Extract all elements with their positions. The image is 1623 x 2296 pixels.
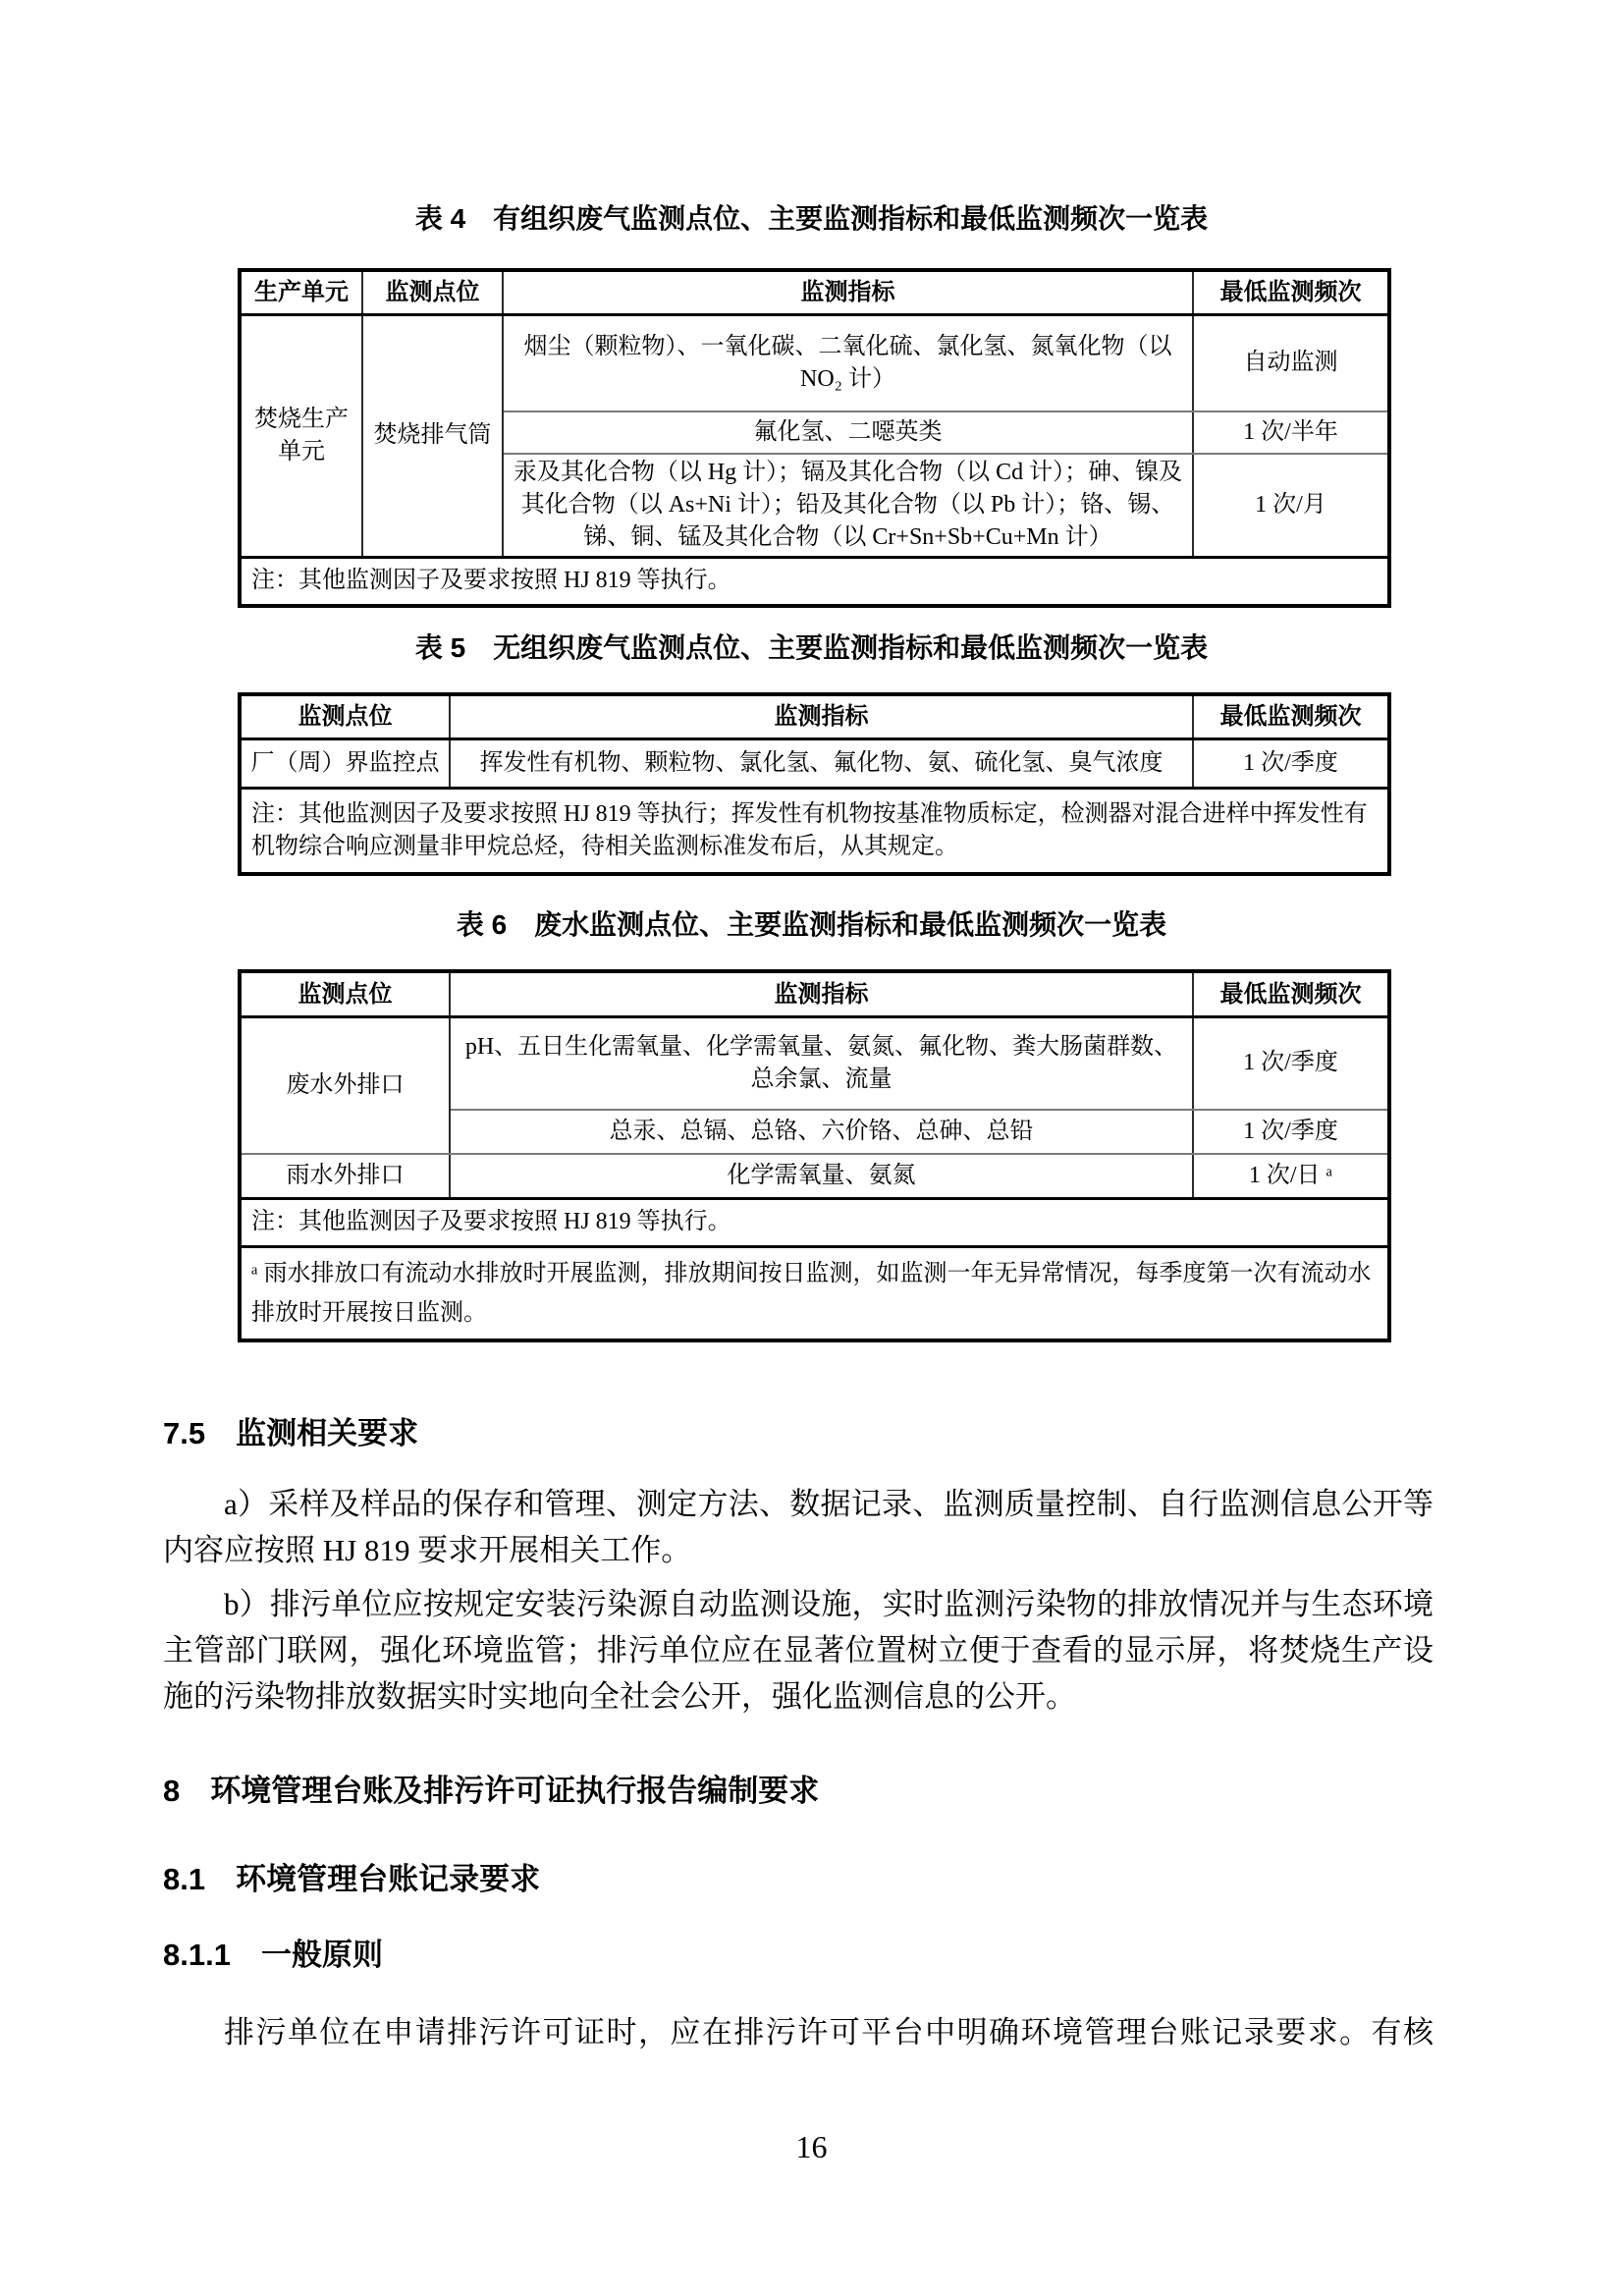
table5-header-frequency: 最低监测频次 [1193,694,1389,738]
table6-indicators-cell: pH、五日生化需氧量、化学需氧量、氨氮、氟化物、粪大肠菌群数、总余氯、流量 [450,1016,1193,1110]
table6-frequency-cell: 1 次/季度 [1193,1110,1389,1154]
table6-header-indicators: 监测指标 [450,971,1193,1016]
table-row [240,1016,1389,1110]
table6-frequency-cell: 1 次/日 ᵃ [1193,1154,1389,1198]
table5-header-row [240,694,1389,738]
table4-indicators-cell: 汞及其化合物（以 Hg 计）；镉及其化合物（以 Cd 计）；砷、镍及其化合物（以 As+Ni 计）；铅及其化合物（以 Pb 计）；铬、锡、锑、铜、锰及其化合物（以 Cr+Sn+Sb+Cu+Mn 计） [503,454,1193,558]
table4-header-frequency: 最低监测频次 [1193,270,1389,314]
table6 [238,969,1391,1342]
page-number: 16 [795,2129,828,2164]
table5-header-monitoring-point: 监测点位 [240,694,450,738]
section-8-1-1-heading: 8.1.1 一般原则 [163,1938,383,1972]
table4-header-monitoring-point: 监测点位 [362,270,503,314]
table4-note-row [240,558,1389,606]
table6-header-monitoring-point: 监测点位 [240,971,450,1016]
table4-note: 注：其他监测因子及要求按照 HJ 819 等执行。 [240,558,1389,606]
section-7-5-heading: 7.5 监测相关要求 [163,1416,419,1450]
table4-frequency-cell: 自动监测 [1193,314,1389,411]
table4-indicators-cell: 烟尘（颗粒物）、一氧化碳、二氧化硫、氯化氢、氮氧化物（以 NO₂ 计） [503,314,1193,411]
table6-footnote: ᵃ 雨水排放口有流动水排放时开展监测，排放期间按日监测，如监测一年无异常情况，每季度第一次有流动水排放时开展按日监测。 [240,1246,1389,1340]
table6-header-frequency: 最低监测频次 [1193,971,1389,1016]
section-8-1-heading: 8.1 环境管理台账记录要求 [163,1862,541,1896]
table5-frequency-cell: 1 次/季度 [1193,738,1389,788]
table4-indicators-cell: 氟化氢、二噁英类 [503,411,1193,454]
section-8-heading: 8 环境管理台账及排污许可证执行报告编制要求 [163,1774,820,1808]
table6-wastewater-outlet-cell: 废水外排口 [240,1016,450,1154]
table-row [240,738,1389,788]
paragraph-8-1-1: 排污单位在申请排污许可证时，应在排污许可平台中明确环境管理台账记录要求。有核 [224,2015,1434,2050]
table4 [238,268,1391,608]
table5-indicators-cell: 挥发性有机物、颗粒物、氯化氢、氟化物、氨、硫化氢、臭气浓度 [450,738,1193,788]
table6-indicators-cell: 总汞、总镉、总铬、六价铬、总砷、总铅 [450,1110,1193,1154]
table6-rainwater-outlet-cell: 雨水外排口 [240,1154,450,1198]
table6-indicators-cell: 化学需氧量、氨氮 [450,1154,1193,1198]
table5-monitoring-point-cell: 厂（周）界监控点 [240,738,450,788]
table5-note: 注：其他监测因子及要求按照 HJ 819 等执行；挥发性有机物按基准物质标定，检测器对混合进样中挥发性有机物综合响应测量非甲烷总烃，待相关监测标准发布后，从其规定。 [240,788,1389,874]
table-row [240,1154,1389,1198]
table4-title: 表 4 有组织废气监测点位、主要监测指标和最低监测频次一览表 [414,203,1209,234]
table6-header-row [240,971,1389,1016]
paragraph-a: a）采样及样品的保存和管理、测定方法、数据记录、监测质量控制、自行监测信息公开等内容应按照 HJ 819 要求开展相关工作。 [163,1487,1434,1567]
table4-header-row [240,270,1389,314]
table5 [238,692,1391,876]
table6-title: 表 6 废水监测点位、主要监测指标和最低监测频次一览表 [456,909,1167,940]
table6-frequency-cell: 1 次/季度 [1193,1016,1389,1110]
section-7-5-body [163,1481,1434,1720]
table-row [240,314,1389,411]
table4-header-production-unit: 生产单元 [240,270,362,314]
table4-production-unit-cell: 焚烧生产单元 [240,314,362,558]
table6-note: 注：其他监测因子及要求按照 HJ 819 等执行。 [240,1198,1389,1246]
table4-frequency-cell: 1 次/半年 [1193,411,1389,454]
table6-footnote-row [240,1246,1389,1340]
table4-frequency-cell: 1 次/月 [1193,454,1389,558]
table5-title: 表 5 无组织废气监测点位、主要监测指标和最低监测频次一览表 [414,632,1209,663]
table5-note-row [240,788,1389,874]
paragraph-b: b）排污单位应按规定安装污染源自动监测设施，实时监测污染物的排放情况并与生态环境主管部门联网，强化环境监管；排污单位应在显著位置树立便于查看的显示屏，将焚烧生产设施的污染物排放数据实时实地向全社会公开，强化监测信息的公开。 [163,1587,1434,1714]
table5-header-indicators: 监测指标 [450,694,1193,738]
table4-header-indicators: 监测指标 [503,270,1193,314]
table6-note-row [240,1198,1389,1246]
table4-monitoring-point-cell: 焚烧排气筒 [362,314,503,558]
